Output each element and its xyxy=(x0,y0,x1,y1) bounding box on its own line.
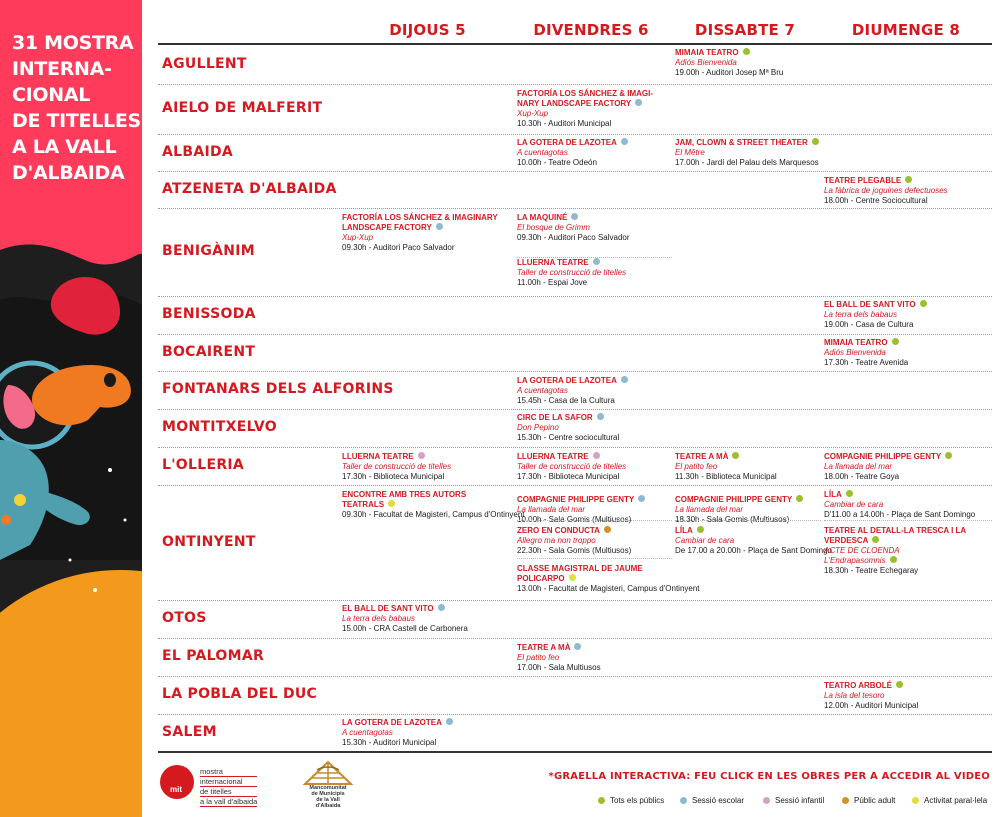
event-block[interactable] xyxy=(517,89,672,129)
event-time-venue: 18.00h - Teatre Goya xyxy=(824,472,900,481)
audience-dot-all xyxy=(920,300,927,307)
town-name: ONTINYENT xyxy=(162,533,256,550)
event-time-venue: 17.30h - Biblioteca Municipal xyxy=(517,472,620,481)
event-company-line: FACTORÍA LOS SÁNCHEZ & IMAGI- xyxy=(517,89,653,98)
event-company[interactable] xyxy=(517,376,672,386)
event-company-line: LA GOTERA DE LAZOTEA xyxy=(517,138,617,147)
event-time-venue: 18.00h - Centre Sociocultural xyxy=(824,196,928,205)
event-company[interactable] xyxy=(675,138,821,148)
audience-dot-all xyxy=(890,556,897,563)
audience-dot-all xyxy=(812,138,819,145)
row-separator xyxy=(158,600,992,601)
event-company[interactable] xyxy=(824,490,992,500)
mancomunitat-logo-line: de Municipis xyxy=(311,791,345,797)
row-separator xyxy=(158,296,992,297)
legend-label: Sessió infantil xyxy=(775,796,825,805)
event-show-title[interactable]: La terra dels babaus xyxy=(342,614,415,623)
event-time-venue: 17.30h - Biblioteca Municipal xyxy=(342,472,445,481)
audience-dot-school xyxy=(574,643,581,650)
event-show-title[interactable]: Don Pepino xyxy=(517,423,559,432)
event-show-title[interactable]: A cuentagotas xyxy=(342,728,393,737)
legend-dot-school xyxy=(680,797,687,804)
event-block[interactable] xyxy=(824,490,992,520)
event-show-title[interactable]: La llamada del mar xyxy=(675,505,744,514)
town-name: ATZENETA D'ALBAIDA xyxy=(162,180,337,197)
row-separator xyxy=(158,409,992,410)
audience-dot-adult xyxy=(604,526,611,533)
row-separator xyxy=(158,371,992,372)
event-company-line: JAM, CLOWN & STREET THEATER xyxy=(675,138,808,147)
event-company-line: LANDSCAPE FACTORY xyxy=(342,223,432,232)
legend-item-child xyxy=(763,796,824,805)
audience-dot-all xyxy=(892,338,899,345)
town-name: LA POBLA DEL DUC xyxy=(162,686,318,702)
event-company[interactable] xyxy=(517,258,672,268)
event-block[interactable] xyxy=(517,213,672,243)
event-block[interactable] xyxy=(675,452,821,482)
event-time-venue: 17.30h - Teatre Avenida xyxy=(824,358,909,367)
event-company[interactable] xyxy=(824,176,992,186)
event-company-line: COMPAGNIE PHILIPPE GENTY xyxy=(824,452,942,461)
event-show-title[interactable]: Adiós Bienvenida xyxy=(824,348,886,357)
audience-dot-school xyxy=(635,99,642,106)
event-time-venue: 15.30h - Auditori Municipal xyxy=(342,738,437,747)
event-show-title[interactable]: A cuentagotas xyxy=(517,148,568,157)
event-company[interactable] xyxy=(517,89,672,109)
event-company[interactable] xyxy=(824,338,992,348)
event-show-title[interactable]: El bosque de Grimm xyxy=(517,223,590,232)
event-block[interactable] xyxy=(675,138,821,168)
poster-title-line: INTERNA- xyxy=(12,58,112,80)
legend-item-parallel xyxy=(912,796,987,805)
event-time-venue: 18.30h - Teatre Echegaray xyxy=(824,566,919,575)
audience-dot-all xyxy=(796,495,803,502)
poster-title-line: D'ALBAIDA xyxy=(12,162,125,184)
legend-dot-parallel xyxy=(912,797,919,804)
legend-dot-adult xyxy=(842,797,849,804)
event-show-title[interactable]: Cambiar de cara xyxy=(824,500,884,509)
event-company-line: TEATRE PLEGABLE xyxy=(824,176,902,185)
event-time-venue: 12.00h - Auditori Municipal xyxy=(824,701,919,710)
poster-title-line: CIONAL xyxy=(12,84,91,106)
town-name: FONTANARS DELS ALFORINS xyxy=(162,381,394,397)
interactive-grid-note: *GRAELLA INTERACTIVA: FEU CLICK EN LES OBRES PER A ACCEDIR AL VIDEO xyxy=(548,771,990,782)
event-time-venue: 11.30h - Biblioteca Municipal xyxy=(675,472,777,481)
row-separator xyxy=(158,134,992,135)
day-header-sunday: DIUMENGE 8 xyxy=(851,21,961,39)
event-block[interactable] xyxy=(342,213,510,253)
row-separator xyxy=(158,714,992,715)
event-company-line: LLUERNA TEATRE xyxy=(342,452,414,461)
event-time-venue: 09.30h - Auditori Paco Salvador xyxy=(517,233,630,242)
event-block[interactable] xyxy=(517,413,672,443)
event-company[interactable] xyxy=(517,452,672,462)
cell-separator xyxy=(517,558,672,559)
event-block[interactable] xyxy=(517,258,672,288)
audience-dot-all xyxy=(945,452,952,459)
town-name: AIELO DE MALFERIT xyxy=(162,100,323,116)
town-name: BENISSODA xyxy=(162,306,256,322)
event-company[interactable] xyxy=(517,495,672,505)
poster-title-line: DE TITELLES xyxy=(12,110,141,132)
event-company-line: NARY LANDSCAPE FACTORY xyxy=(517,99,632,108)
event-company[interactable] xyxy=(517,213,672,223)
event-time-venue: De 17.00 a 20.00h - Plaça de Sant Domingo xyxy=(675,546,832,555)
event-time-venue: 15.30h - Centre sociocultural xyxy=(517,433,620,442)
audience-dot-all xyxy=(896,681,903,688)
event-block[interactable] xyxy=(824,526,992,576)
mit-logo-line: a la vall d'albaida xyxy=(200,797,258,806)
event-company-line: MIMAIA TEATRO xyxy=(675,48,739,57)
event-company-line: MIMAIA TEATRO xyxy=(824,338,888,347)
event-company-line: LÍLA xyxy=(675,526,693,535)
event-show-subtitle[interactable]: L'Endrapasomnis xyxy=(824,556,992,566)
festival-poster xyxy=(0,0,142,817)
event-block[interactable] xyxy=(675,48,821,78)
event-company-line: TEATRE A MÀ xyxy=(517,643,571,652)
audience-dot-school xyxy=(621,376,628,383)
town-name: AGULLENT xyxy=(162,56,247,72)
event-show-title[interactable]: Adiós Bienvenida xyxy=(675,58,737,67)
town-name: BENIGÀNIM xyxy=(162,243,256,259)
town-name: MONTITXELVO xyxy=(162,419,277,435)
mit-logo-line: de titelles xyxy=(200,787,257,797)
event-company-line: LA MAQUINÉ xyxy=(517,213,568,222)
row-separator xyxy=(158,208,992,209)
cell-separator xyxy=(517,257,672,258)
event-company[interactable] xyxy=(517,413,672,423)
audience-dot-school xyxy=(638,495,645,502)
event-company[interactable] xyxy=(342,604,510,614)
mit-logo-line: mostra xyxy=(200,767,257,777)
event-show-title[interactable]: La terra dels babaus xyxy=(824,310,897,319)
event-company-line: LLUERNA TEATRE xyxy=(517,258,589,267)
day-header-friday: DIVENDRES 6 xyxy=(533,21,649,39)
event-block[interactable] xyxy=(342,718,510,748)
event-company[interactable] xyxy=(342,490,510,510)
event-company-line: LÍLA xyxy=(824,490,842,499)
event-block[interactable] xyxy=(675,526,832,556)
row-separator xyxy=(158,334,992,335)
audience-dot-parallel xyxy=(388,500,395,507)
event-block[interactable] xyxy=(824,681,992,711)
legend-dot-all xyxy=(598,797,605,804)
event-time-venue: 18.30h - Sala Gomis (Multiusos) xyxy=(675,515,790,524)
event-company-line: LLUERNA TEATRE xyxy=(517,452,589,461)
event-block[interactable] xyxy=(517,452,672,482)
audience-dot-all xyxy=(846,490,853,497)
row-separator xyxy=(158,171,992,172)
event-company-line: LA GOTERA DE LAZOTEA xyxy=(517,376,617,385)
event-time-venue: 11.00h - Espai Jove xyxy=(517,278,588,287)
event-block[interactable] xyxy=(824,300,992,330)
event-company[interactable] xyxy=(824,300,992,310)
cell-separator xyxy=(675,520,821,521)
event-company[interactable] xyxy=(342,718,510,728)
event-show-title[interactable]: Xup-Xup xyxy=(342,233,374,242)
mancomunitat-logo-line: d'Albaida xyxy=(315,803,341,809)
event-show-title[interactable]: El patito feo xyxy=(675,462,718,471)
town-name: L'OLLERIA xyxy=(162,457,245,473)
event-show-title[interactable]: La llamada del mar xyxy=(824,462,893,471)
row-separator xyxy=(158,84,992,85)
event-time-venue: 19.00h - Casa de Cultura xyxy=(824,320,914,329)
event-time-venue: 10.30h - Auditori Municipal xyxy=(517,119,612,128)
legend-label: Públic adult xyxy=(854,796,896,805)
event-block[interactable] xyxy=(824,338,992,368)
audience-dot-school xyxy=(593,258,600,265)
event-time-venue: 17.00h - Sala Multiusos xyxy=(517,663,601,672)
mancomunitat-logo-line: de la Vall xyxy=(316,797,340,803)
mancomunitat-logo-text xyxy=(293,785,363,809)
mit-logo-line: internacional xyxy=(200,777,257,787)
legend-item-all xyxy=(598,796,664,805)
event-show-title[interactable]: ACTE DE CLOENDA xyxy=(824,546,900,555)
audience-dot-school xyxy=(571,213,578,220)
audience-dot-all xyxy=(905,176,912,183)
audience-dot-all xyxy=(732,452,739,459)
mit-logo-mark-text: mit xyxy=(170,785,182,794)
event-show-title[interactable]: La fàbrica de joguines defectuoses xyxy=(824,186,948,195)
event-block[interactable] xyxy=(824,176,992,206)
event-time-venue: 17.00h - Jardí del Palau dels Marquesos xyxy=(675,158,819,167)
event-company[interactable] xyxy=(342,213,510,233)
event-company[interactable] xyxy=(675,48,821,58)
event-time-venue: 10.00h - Sala Gomis (Multiusos) xyxy=(517,515,632,524)
event-company-line: ZERO EN CONDUCTA xyxy=(517,526,600,535)
event-company-line: LA GOTERA DE LAZOTEA xyxy=(342,718,442,727)
audience-dot-child xyxy=(418,452,425,459)
event-company[interactable] xyxy=(517,138,672,148)
day-header-saturday: DISSABTE 7 xyxy=(694,21,796,39)
event-company[interactable] xyxy=(824,681,992,691)
poster-title-line: 31 MOSTRA xyxy=(12,32,134,54)
town-name: ALBAIDA xyxy=(162,143,234,160)
day-header-thursday: DIJOUS 5 xyxy=(389,21,466,39)
mit-logo-text xyxy=(200,767,257,807)
event-company-line: TEATRE A MÀ xyxy=(675,452,729,461)
event-company[interactable] xyxy=(824,452,992,462)
event-company-line: TEATRO ARBOLÉ xyxy=(824,681,892,690)
event-show-title[interactable]: La llamada del mar xyxy=(517,505,586,514)
row-separator xyxy=(158,447,992,448)
event-show-title[interactable]: Cambiar de cara xyxy=(675,536,735,545)
legend-label: Activitat paral·lela xyxy=(924,796,988,805)
audience-dot-school xyxy=(446,718,453,725)
event-company-line: COMPAGNIE PHILIPPE GENTY xyxy=(675,495,793,504)
legend-item-school xyxy=(680,796,744,805)
row-separator xyxy=(158,485,992,486)
event-time-venue: 15.00h - CRA Castell de Carbonera xyxy=(342,624,468,633)
event-block[interactable] xyxy=(342,604,510,634)
event-company[interactable] xyxy=(517,526,672,536)
event-company-line: CIRC DE LA SAFOR xyxy=(517,413,593,422)
mancomunitat-logo-line: Mancomunitat xyxy=(309,785,347,791)
event-show-title[interactable]: Taller de construcció de titelles xyxy=(517,462,627,471)
event-block[interactable] xyxy=(342,490,525,520)
mancomunitat-emblem xyxy=(293,760,363,786)
event-time-venue: 22.30h - Sala Gomis (Multiusos) xyxy=(517,546,632,555)
event-show-title[interactable]: A cuentagotas xyxy=(517,386,568,395)
audience-dot-child xyxy=(593,452,600,459)
town-name: OTOS xyxy=(162,610,207,626)
event-show-title[interactable]: El Mêtre xyxy=(675,148,705,157)
mit-logo-mark xyxy=(160,765,194,799)
cell-separator xyxy=(824,520,992,521)
poster-title xyxy=(12,30,141,186)
event-company-line: EL BALL DE SANT VITO xyxy=(342,604,434,613)
event-show-title[interactable]: Xup-Xup xyxy=(517,109,549,118)
event-time-venue: 09.30h - Facultat de Magisteri, Campus d'Ontinyent xyxy=(342,510,525,519)
event-company[interactable] xyxy=(342,452,510,462)
event-block[interactable] xyxy=(517,564,700,594)
cell-separator xyxy=(517,520,672,521)
event-show-title[interactable]: Taller de construcció de titelles xyxy=(517,268,627,277)
audience-dot-all xyxy=(872,536,879,543)
event-block[interactable] xyxy=(824,452,992,482)
event-block[interactable] xyxy=(517,526,672,556)
town-name: EL PALOMAR xyxy=(162,648,265,664)
row-separator xyxy=(158,638,992,639)
event-time-venue: D'11.00 a 14.00h - Plaça de Sant Domingo xyxy=(824,510,976,519)
event-company-line: POLICARPO xyxy=(517,574,565,583)
event-time-venue: 10.00h - Teatre Odeón xyxy=(517,158,597,167)
event-company[interactable] xyxy=(517,564,672,584)
event-time-venue: 09.30h - Auditori Paco Salvador xyxy=(342,243,455,252)
row-separator xyxy=(158,676,992,677)
audience-dot-all xyxy=(743,48,750,55)
event-time-venue: 19.00h - Auditori Josep Mª Bru xyxy=(675,68,784,77)
legend-label: Tots els públics xyxy=(610,796,665,805)
audience-dot-school xyxy=(597,413,604,420)
event-block[interactable] xyxy=(517,643,672,673)
event-time-venue: 15.45h - Casa de la Cultura xyxy=(517,396,615,405)
event-company-line: COMPAGNIE PHILIPPE GENTY xyxy=(517,495,635,504)
audience-dot-parallel xyxy=(569,574,576,581)
town-name: SALEM xyxy=(162,723,217,740)
event-company-line: EL BALL DE SANT VITO xyxy=(824,300,916,309)
event-company[interactable] xyxy=(675,495,821,505)
poster-title-line: A LA VALL xyxy=(12,136,117,158)
event-company-line: ENCONTRE AMB TRES AUTORS TEATRALS xyxy=(342,490,467,509)
event-company[interactable] xyxy=(675,526,821,536)
mit-logo xyxy=(160,763,258,806)
legend-label: Sessió escolar xyxy=(692,796,745,805)
legend-item-adult xyxy=(842,796,895,805)
audience-dot-school xyxy=(438,604,445,611)
audience-dot-all xyxy=(697,526,704,533)
event-block[interactable] xyxy=(517,138,672,168)
event-company-line: FACTORÍA LOS SÁNCHEZ & IMAGINARY xyxy=(342,213,498,222)
event-company[interactable] xyxy=(824,526,992,546)
event-company[interactable] xyxy=(675,452,821,462)
mancomunitat-logo xyxy=(293,760,363,812)
event-block[interactable] xyxy=(517,376,672,406)
event-company-line: CLASSE MAGISTRAL DE JAUME xyxy=(517,564,643,573)
event-show-title[interactable]: El patito feo xyxy=(517,653,560,662)
audience-dot-school xyxy=(436,223,443,230)
event-show-title[interactable]: Allegro ma non troppo xyxy=(517,536,596,545)
event-company[interactable] xyxy=(517,643,672,653)
event-time-venue: 13.00h - Facultat de Magisteri, Campus d'Ontinyent xyxy=(517,584,700,593)
event-block[interactable] xyxy=(342,452,510,482)
audience-dot-school xyxy=(621,138,628,145)
header-rule xyxy=(158,43,992,45)
event-company-line: TEATRE AL DETALL-LA TRESCA I LA VERDESCA xyxy=(824,526,966,545)
legend-dot-child xyxy=(763,797,770,804)
event-show-title[interactable]: La isla del tesoro xyxy=(824,691,885,700)
event-show-title[interactable]: Taller de construcció de titelles xyxy=(342,462,452,471)
town-name: BOCAIRENT xyxy=(162,343,256,360)
row-separator xyxy=(158,751,992,753)
